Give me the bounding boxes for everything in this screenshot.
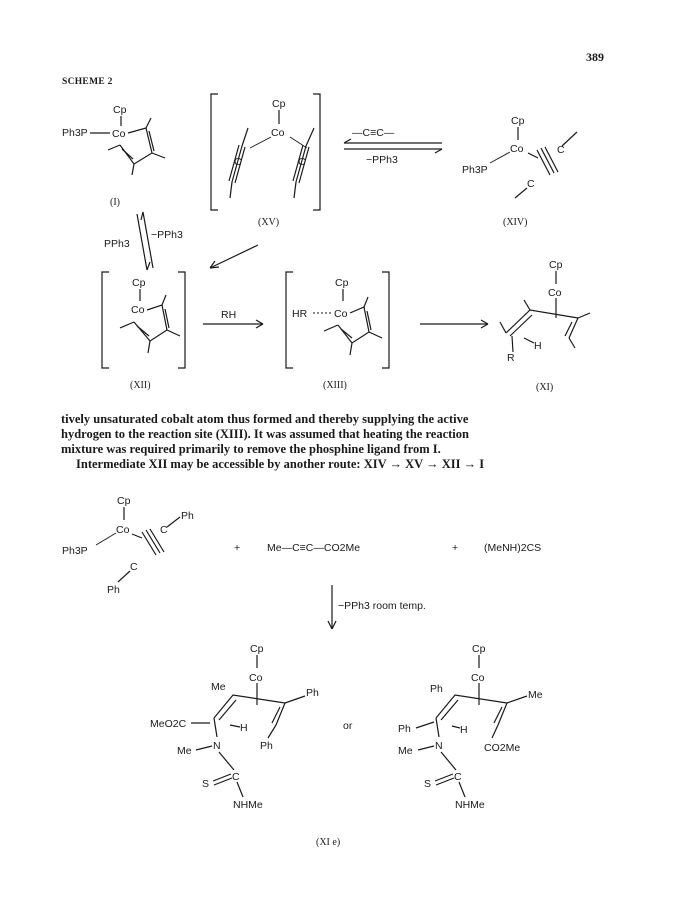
cp-label: Cp [117,495,131,507]
ph-label: Ph [398,723,411,735]
label-XIe: (XI e) [316,837,341,848]
nhme-label: NHMe [455,799,485,811]
me-label: Me [398,745,413,757]
s-label: S [202,778,210,790]
ph3p-label: Ph3P [62,127,88,139]
me-label: Me [177,745,192,757]
me-label: Me [211,681,226,693]
h-label: H [240,722,248,734]
compound-XIII [286,272,389,391]
minus-pph3-label: −PPh3 [151,229,183,241]
svg-text:C: C [234,156,242,168]
paragraph-line-1: tively unsaturated cobalt atom thus formed and thereby supplying the active [61,412,469,426]
paragraph-line-4: Intermediate XII may be accessible by another route: XIV → XV → XII → I [76,457,485,471]
compound-I [62,104,165,208]
XII-XIII-arrow [203,309,263,328]
page-number: 389 [586,50,604,64]
svg-text:C: C [232,771,240,783]
paragraph-line-3: mixture was required primarily to remove the phosphine ligand from I. [61,442,441,456]
ph-label: Ph [430,683,443,695]
compound-XV [211,94,320,228]
compound-XIV [462,115,577,228]
label-XII: (XII) [130,380,151,391]
XV-XII-arrow [210,245,258,268]
cp-label: Cp [113,104,127,116]
label-XIII: (XIII) [323,380,347,391]
svg-text:C: C [298,156,306,168]
room-temp-arrow [328,585,426,629]
compound-XII [102,272,185,391]
meo2c-label: MeO2C [150,718,187,730]
label-XV: (XV) [258,217,280,228]
ph-label: Ph [107,584,120,596]
co-label: Co [112,128,126,140]
cp-label: Cp [250,643,264,655]
I-XII-arrows [104,212,183,270]
reagent-cobalt-complex [62,495,194,596]
co-label: Co [510,143,524,155]
thiourea-reagent: (MeNH)2CS [484,542,542,554]
co-label: Co [548,287,562,299]
nhme-label: NHMe [233,799,263,811]
h-label: H [534,340,542,352]
XIII-XI-arrow [420,320,488,328]
rh-label: RH [221,309,237,321]
product-isomer-a [150,643,319,811]
cp-label: Cp [335,277,349,289]
cp-label: Cp [511,115,525,127]
me-label: Me [528,689,543,701]
hr-label: HR [292,308,308,320]
cp-label: Cp [132,277,146,289]
paragraph-line-2: hydrogen to the reaction site (XIII). It was assumed that heating the reaction [61,427,469,441]
n-label: N [213,740,221,752]
co-label: Co [116,524,130,536]
svg-text:C: C [160,524,168,536]
equilibrium-arrows [344,127,442,166]
ph-label: Ph [181,510,194,522]
label-XIV: (XIV) [503,217,528,228]
ph3p-label: Ph3P [62,545,88,557]
product-isomer-b [398,643,543,811]
co-label: Co [249,672,263,684]
s-label: S [424,778,432,790]
pph3-label: PPh3 [104,238,130,250]
co-label: Co [271,127,285,139]
svg-text:C: C [527,178,535,190]
alkyne-reagent: Me—C≡C—CO2Me [267,542,361,554]
co-label: Co [131,304,145,316]
r-label: R [507,352,515,364]
cp-label: Cp [272,98,286,110]
ph-label: Ph [260,740,273,752]
alkyne-label: —C≡C— [352,127,395,139]
co-label: Co [471,672,485,684]
or-text: or [343,720,353,732]
co-label: Co [334,308,348,320]
compound-XI [500,259,590,393]
svg-text:C: C [130,561,138,573]
cp-label: Cp [549,259,563,271]
minus-pph3-label: −PPh3 [366,154,398,166]
plus-1: + [234,542,241,554]
co2me-label: CO2Me [484,742,521,754]
plus-2: + [452,542,459,554]
room-temp-label: −PPh3 room temp. [338,600,426,612]
svg-text:C: C [557,144,565,156]
n-label: N [435,740,443,752]
label-XI: (XI) [536,382,554,393]
cp-label: Cp [472,643,486,655]
label-I: (I) [110,197,120,208]
svg-text:C: C [454,771,462,783]
ph3p-label: Ph3P [462,164,488,176]
h-label: H [460,724,468,736]
scheme-title: SCHEME 2 [62,77,113,87]
ph-label: Ph [306,687,319,699]
